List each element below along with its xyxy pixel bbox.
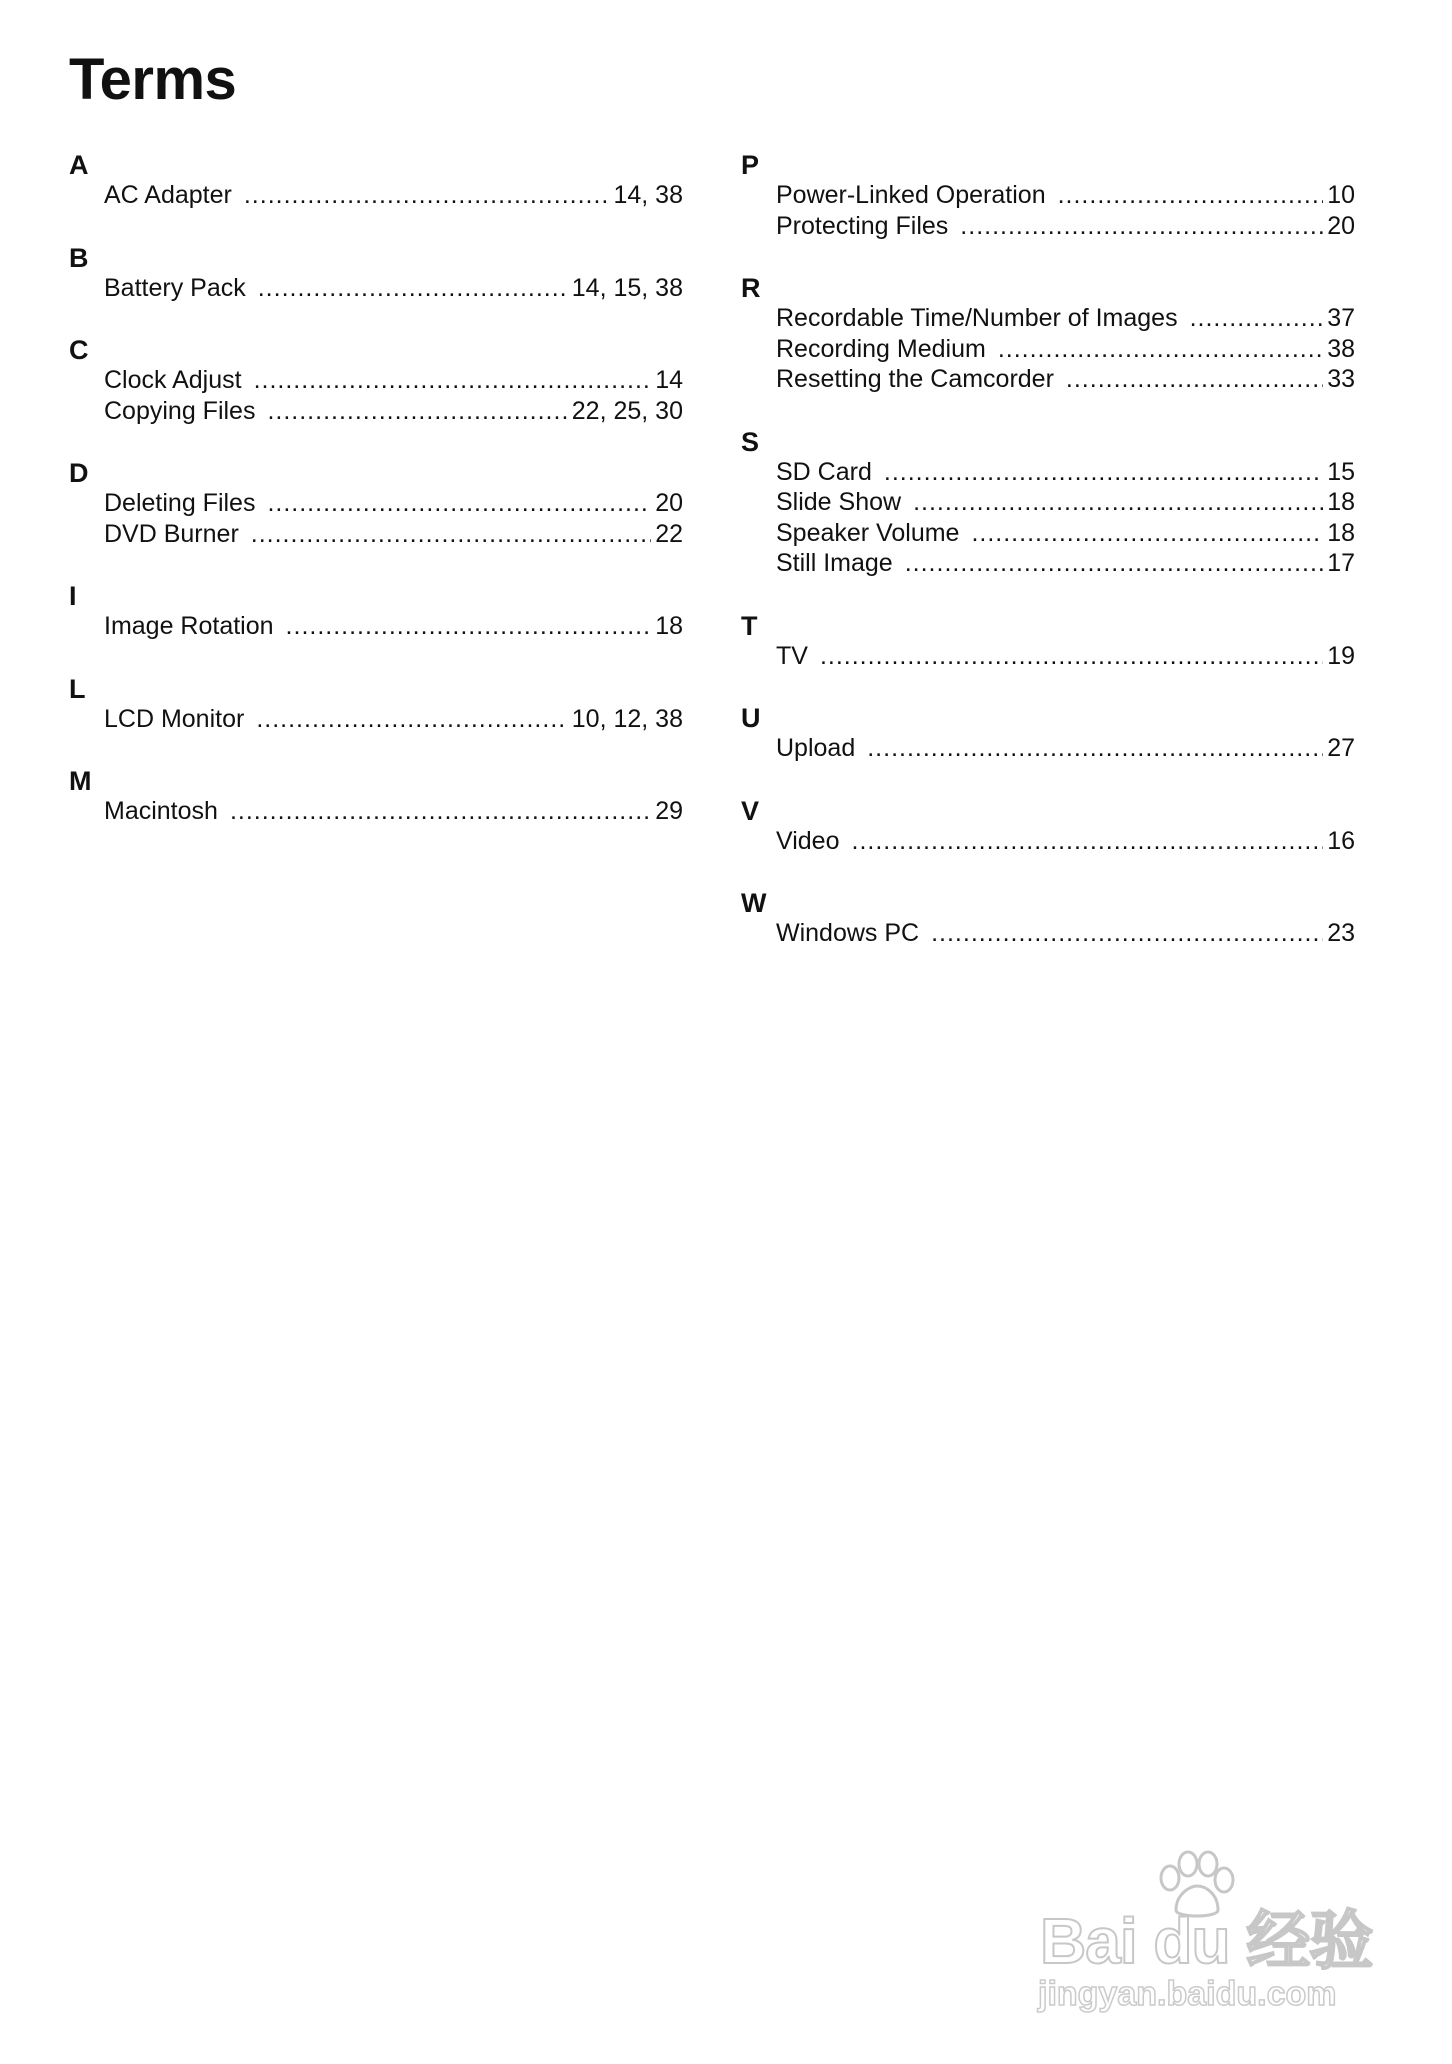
index-letter: S [741,426,760,457]
dot-leader [820,641,1323,672]
index-letter: W [741,888,767,918]
index-letter: D [69,458,89,488]
index-letter: L [69,673,86,704]
index-pages: 18 [1327,518,1355,547]
index-letter: U [741,703,761,733]
index-letter: M [69,766,92,796]
index-entry[interactable] [776,303,1355,334]
index-pages: 22 [655,519,683,548]
index-letter: V [741,795,760,826]
dot-leader [258,273,568,304]
index-column-left [69,150,683,859]
index-entry[interactable] [104,396,683,427]
watermark-url: jingyan.baidu.com [1038,1975,1337,2013]
dot-leader [254,365,652,396]
index-term: TV [776,641,808,670]
index-pages: 20 [1327,211,1355,240]
index-entry[interactable] [776,918,1355,949]
index-pages: 38 [1327,334,1355,363]
index-letter: P [741,150,760,180]
index-pages: 10, 12, 38 [571,704,683,733]
dot-leader [867,733,1323,764]
index-pages: 29 [655,797,683,825]
index-letter: B [69,242,89,273]
index-group [741,150,1355,241]
index-pages: 37 [1327,304,1355,332]
index-pages: 18 [655,612,683,640]
index-pages: 15 [1327,457,1355,486]
index-term: Power-Linked Operation [776,181,1046,209]
index-pages: 10 [1327,181,1355,209]
index-term: Protecting Files [776,211,949,240]
index-entry[interactable] [104,273,683,304]
dot-leader [960,211,1323,242]
index-entry[interactable] [104,611,683,642]
index-term: Recording Medium [776,334,986,363]
dot-leader [905,548,1323,579]
index-entry[interactable] [776,733,1355,764]
dot-leader [884,457,1323,488]
dot-leader [1058,180,1324,211]
index-pages: 19 [1327,641,1355,670]
index-group [741,611,1355,672]
index-group [741,888,1355,949]
dot-leader [1066,364,1323,395]
index-entry[interactable] [104,488,683,519]
index-term: Video [776,826,840,855]
index-letter: R [741,273,761,303]
index-entry[interactable] [776,487,1355,518]
index-entry[interactable] [104,519,683,550]
baidu-watermark [1030,1850,1390,2020]
index-pages: 22, 25, 30 [571,396,683,425]
dot-leader [244,180,610,211]
index-term: Slide Show [776,488,902,516]
index-pages: 27 [1327,734,1355,762]
index-entry[interactable] [776,364,1355,395]
index-term: AC Adapter [104,181,232,209]
dot-leader [913,487,1323,518]
dot-leader [931,918,1323,949]
index-term: Upload [776,734,856,762]
index-pages: 17 [1327,549,1355,577]
index-pages: 16 [1327,826,1355,855]
index-entry[interactable] [776,457,1355,488]
index-group [69,150,683,211]
dot-leader [971,518,1323,549]
index-term: Speaker Volume [776,518,960,547]
dot-leader [852,826,1324,857]
dot-leader [230,796,651,827]
index-term: Clock Adjust [104,366,242,394]
dot-leader [1190,303,1324,334]
index-group [69,674,683,735]
index-term: Resetting the Camcorder [776,365,1054,393]
dot-leader [267,488,651,519]
index-pages: 14, 15, 38 [571,273,683,302]
index-term: Battery Pack [104,273,246,302]
index-term: DVD Burner [104,519,239,548]
index-group [69,243,683,304]
index-group [741,703,1355,764]
index-column-right [741,150,1355,981]
index-letter: T [741,610,758,641]
index-term: LCD Monitor [104,704,245,733]
index-entry[interactable] [104,704,683,735]
index-term: Copying Files [104,396,256,425]
index-pages: 33 [1327,365,1355,393]
index-entry[interactable] [776,518,1355,549]
index-letter: I [69,581,77,611]
index-entry[interactable] [104,365,683,396]
dot-leader [256,704,567,735]
index-pages: 14 [655,366,683,394]
index-entry[interactable] [776,211,1355,242]
index-pages: 14, 38 [613,181,683,209]
index-group [69,766,683,827]
index-letter: C [69,335,89,365]
index-group [69,335,683,426]
index-group [69,458,683,549]
index-entry[interactable] [776,334,1355,365]
index-group [741,796,1355,857]
dot-leader [286,611,652,642]
index-term: Still Image [776,549,893,577]
index-term: SD Card [776,457,872,486]
index-group [741,427,1355,579]
index-entry[interactable] [776,548,1355,579]
index-entry[interactable] [776,826,1355,857]
index-group [69,581,683,642]
index-pages: 20 [655,489,683,517]
index-entry[interactable] [104,180,683,211]
index-letter: A [69,150,89,180]
dot-leader [998,334,1323,365]
dot-leader [251,519,651,550]
index-pages: 18 [1327,488,1355,516]
index-entry[interactable] [776,180,1355,211]
index-term: Deleting Files [104,489,256,517]
index-pages: 23 [1327,919,1355,947]
index-entry[interactable] [776,641,1355,672]
index-entry[interactable] [104,796,683,827]
page-title: Terms [69,47,237,112]
dot-leader [267,396,567,427]
watermark-brand: Bai du 经验 [1040,1905,1373,1977]
index-term: Windows PC [776,919,920,947]
index-term: Image Rotation [104,612,274,640]
index-group [741,273,1355,395]
index-term: Recordable Time/Number of Images [776,304,1178,332]
index-term: Macintosh [104,797,218,825]
